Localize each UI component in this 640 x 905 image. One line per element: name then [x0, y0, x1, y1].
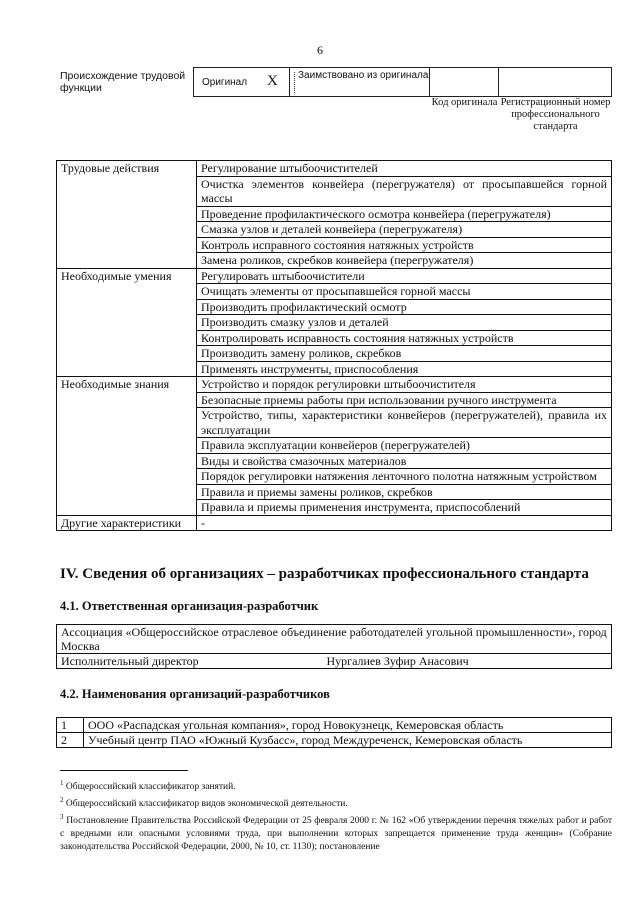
- responsible-org-name: Ассоциация «Общероссийское отраслевое объединение работодателей угольной промышленности», город Москва: [57, 625, 612, 654]
- table-cell: Устройство и порядок регулировки штыбоочистителя: [197, 377, 612, 393]
- footnote-mark: 2: [60, 796, 64, 805]
- borrowed-divider: [294, 72, 295, 93]
- table-cell: Безопасные приемы работы при использовании ручного инструмента: [197, 392, 612, 408]
- category-required-skills: Необходимые умения: [57, 268, 197, 377]
- developers-table: [56, 717, 612, 748]
- section-iv-title: IV. Сведения об организациях – разработчиках профессионального стандарта: [60, 566, 589, 582]
- table-row: [57, 161, 612, 177]
- labor-function-table: [56, 160, 612, 531]
- table-cell: Регулирование штыбоочистителей: [197, 161, 612, 177]
- footnote-text: Общероссийский классификатор занятий.: [65, 782, 236, 793]
- code-cell: [430, 67, 499, 97]
- footnote-divider: [60, 770, 188, 771]
- table-cell: -: [197, 515, 612, 531]
- table-row: [57, 733, 612, 748]
- footnotes: [60, 777, 612, 854]
- table-cell: Контролировать исправность состояния натяжных устройств: [197, 330, 612, 346]
- table-cell: Порядок регулировки натяжения ленточного полотна натяжным устройством: [197, 469, 612, 485]
- reg-number-label: Регистрационный номер профессионального стандарта: [500, 97, 611, 132]
- category-required-knowledge: Необходимые знания: [57, 377, 197, 516]
- table-cell: Устройство, типы, характеристики конвейеров (перегружателей), правила их эксплуатации: [197, 408, 612, 438]
- developer-num: 1: [57, 718, 84, 733]
- table-cell: Производить замену роликов, скребков: [197, 346, 612, 362]
- category-labor-actions: Трудовые действия: [57, 161, 197, 269]
- table-row: [57, 515, 612, 531]
- category-other: Другие характеристики: [57, 515, 197, 531]
- footnote: [60, 777, 612, 794]
- developer-name: ООО «Распадская угольная компания», город Новокузнецк, Кемеровская область: [84, 718, 612, 733]
- table-cell: Виды и свойства смазочных материалов: [197, 453, 612, 469]
- footnote-mark: 3: [60, 813, 64, 822]
- origin-label: Происхождение трудовой функции: [60, 70, 186, 94]
- original-cell: [193, 67, 290, 97]
- footnote: [60, 811, 612, 854]
- table-cell: Производить смазку узлов и деталей: [197, 315, 612, 331]
- footnote-text: Постановление Правительства Российской Федерации от 25 февраля 2000 г. № 162 «Об утверждении перечня тяжелых работ и работ с вредными или опасными условиями труда, при выполнении которых запрещается применение труда женщин» (Собрание законодательства Российской Федерации, 2000, № 10, ст. 1130); постановление: [60, 816, 613, 853]
- table-cell: Контроль исправного состояния натяжных устройств: [197, 237, 612, 253]
- footnote: [60, 794, 612, 811]
- table-cell: Проведение профилактического осмотра конвейера (перегружателя): [197, 206, 612, 222]
- table-row: [57, 718, 612, 733]
- table-row: [57, 654, 612, 669]
- table-cell: Регулировать штыбоочистители: [197, 268, 612, 284]
- table-cell: Очистка элементов конвейера (перегружателя) от просыпавшейся горной массы: [197, 176, 612, 206]
- borrowed-label: Заимствовано из оригинала: [298, 70, 429, 81]
- footnote-text: Общероссийский классификатор видов экономической деятельности.: [65, 799, 348, 810]
- table-cell: Производить профилактический осмотр: [197, 299, 612, 315]
- responsible-org-table: [56, 624, 612, 669]
- table-row: [57, 268, 612, 284]
- table-cell: Замена роликов, скребков конвейера (перегружателя): [197, 253, 612, 269]
- table-cell: Очищать элементы от просыпавшейся горной массы: [197, 284, 612, 300]
- table-cell: Применять инструменты, приспособления: [197, 361, 612, 377]
- director-name: Нургалиев Зуфир Анасович: [323, 654, 612, 669]
- subsection-4-2-title: 4.2. Наименования организаций-разработчиков: [60, 687, 330, 701]
- table-cell: Правила и приемы применения инструмента, приспособлений: [197, 500, 612, 516]
- developer-name: Учебный центр ПАО «Южный Кузбасс», город Междуреченск, Кемеровская область: [84, 733, 612, 748]
- table-cell: Смазка узлов и деталей конвейера (перегружателя): [197, 222, 612, 238]
- director-title: Исполнительный директор: [57, 654, 323, 669]
- table-row: [57, 625, 612, 654]
- original-mark: X: [267, 73, 278, 89]
- table-cell: Правила эксплуатации конвейеров (перегружателей): [197, 438, 612, 454]
- code-original-label: Код оригинала: [431, 97, 498, 108]
- original-label: Оригинал: [202, 77, 248, 88]
- table-row: [57, 377, 612, 393]
- borrowed-cell: [290, 67, 430, 97]
- subsection-4-1-title: 4.1. Ответственная организация-разработчик: [60, 599, 319, 613]
- developer-num: 2: [57, 733, 84, 748]
- page-number: 6: [317, 43, 323, 57]
- footnote-mark: 1: [60, 779, 64, 787]
- reg-number-cell: [499, 67, 612, 97]
- table-cell: Правила и приемы замены роликов, скребков: [197, 484, 612, 500]
